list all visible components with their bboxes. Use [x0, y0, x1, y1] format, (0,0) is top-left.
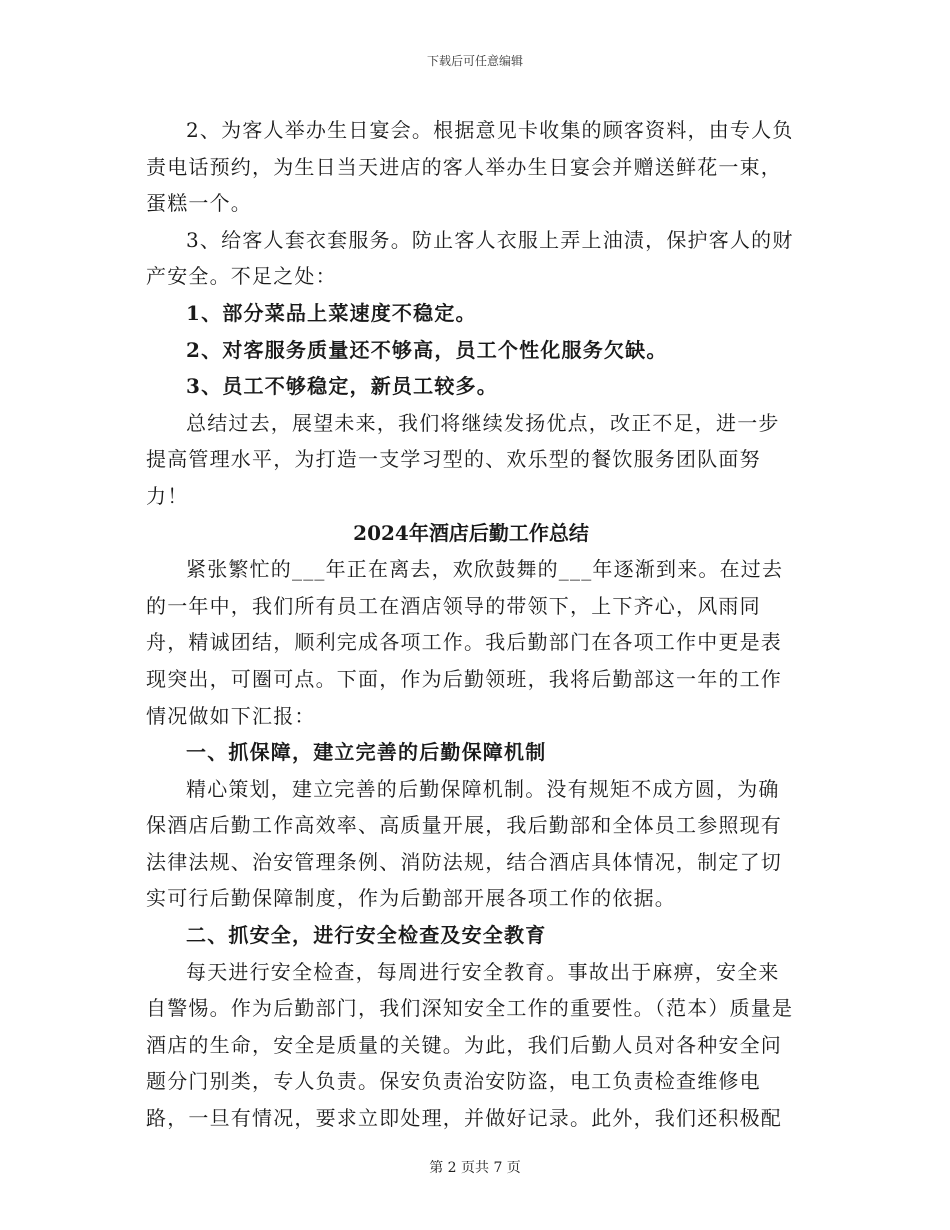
- section-heading-1: 一、抓保障，建立完善的后勤保障机制: [186, 740, 547, 765]
- section-heading-2: 二、抓安全，进行安全检查及安全教育: [186, 923, 547, 948]
- page-header: 下载后可任意编辑: [426, 54, 523, 68]
- paragraph-conclusion: 总结过去，展望未来，我们将继续发扬优点，改正不足，进一步提高管理水平，为打造一支学习型的、欢乐型的餐饮服务团队面努力！: [146, 410, 780, 508]
- page-footer: 第 2 页共 7 页: [429, 1160, 521, 1176]
- paragraph-intro: 紧张繁忙的___年正在离去，欢欣鼓舞的___年逐渐到来。在过去的一年中，我们所有员工在酒店领导的带领下，上下齐心，风雨同舟，精诚团结，顺利完成各项工作。我后勤部门在各项工作中更是表现突出，可圈可点。下面，作为后勤领班，我将后勤部这一年的工作情况做如下汇报：: [146, 557, 784, 728]
- document-title: 2024年酒店后勤工作总结: [353, 520, 589, 545]
- paragraph-section-1: 精心策划，建立完善的后勤保障机制。没有规矩不成方圆，为确保酒店后勤工作高效率、高质量开展，我后勤部和全体员工参照现有法律法规、治安管理条例、消防法规，结合酒店具体情况，制定了切实可行后勤保障制度，作为后勤部开展各项工作的依据。: [146, 776, 782, 911]
- document-body: [146, 112, 796, 1137]
- paragraph-section-2: 每天进行安全检查，每周进行安全教育。事故出于麻痹，安全来自警惕。作为后勤部门，我们深知安全工作的重要性。（范本）质量是酒店的生命，安全是质量的关键。为此，我们后勤人员对各种安全问题分门别类，专人负责。保安负责治安防盗，电工负责检查维修电路，一旦有情况，要求立即处理，并做好记录。此外，我们还积极配: [146, 959, 794, 1131]
- paragraph-birthday: 2、为客人举办生日宴会。根据意见卡收集的顾客资料，由专人负责电话预约，为生日当天进店的客人举办生日宴会并赠送鲜花一束，蛋糕一个。: [146, 118, 794, 216]
- paragraph-coat-service: 3、给客人套衣套服务。防止客人衣服上弄上油渍，保护客人的财产安全。不足之处：: [146, 227, 794, 289]
- shortcoming-2: 2、对客服务质量还不够高，员工个性化服务欠缺。: [186, 337, 668, 362]
- shortcoming-3: 3、员工不够稳定，新员工较多。: [186, 374, 498, 399]
- shortcoming-1: 1、部分菜品上菜速度不稳定。: [186, 300, 477, 325]
